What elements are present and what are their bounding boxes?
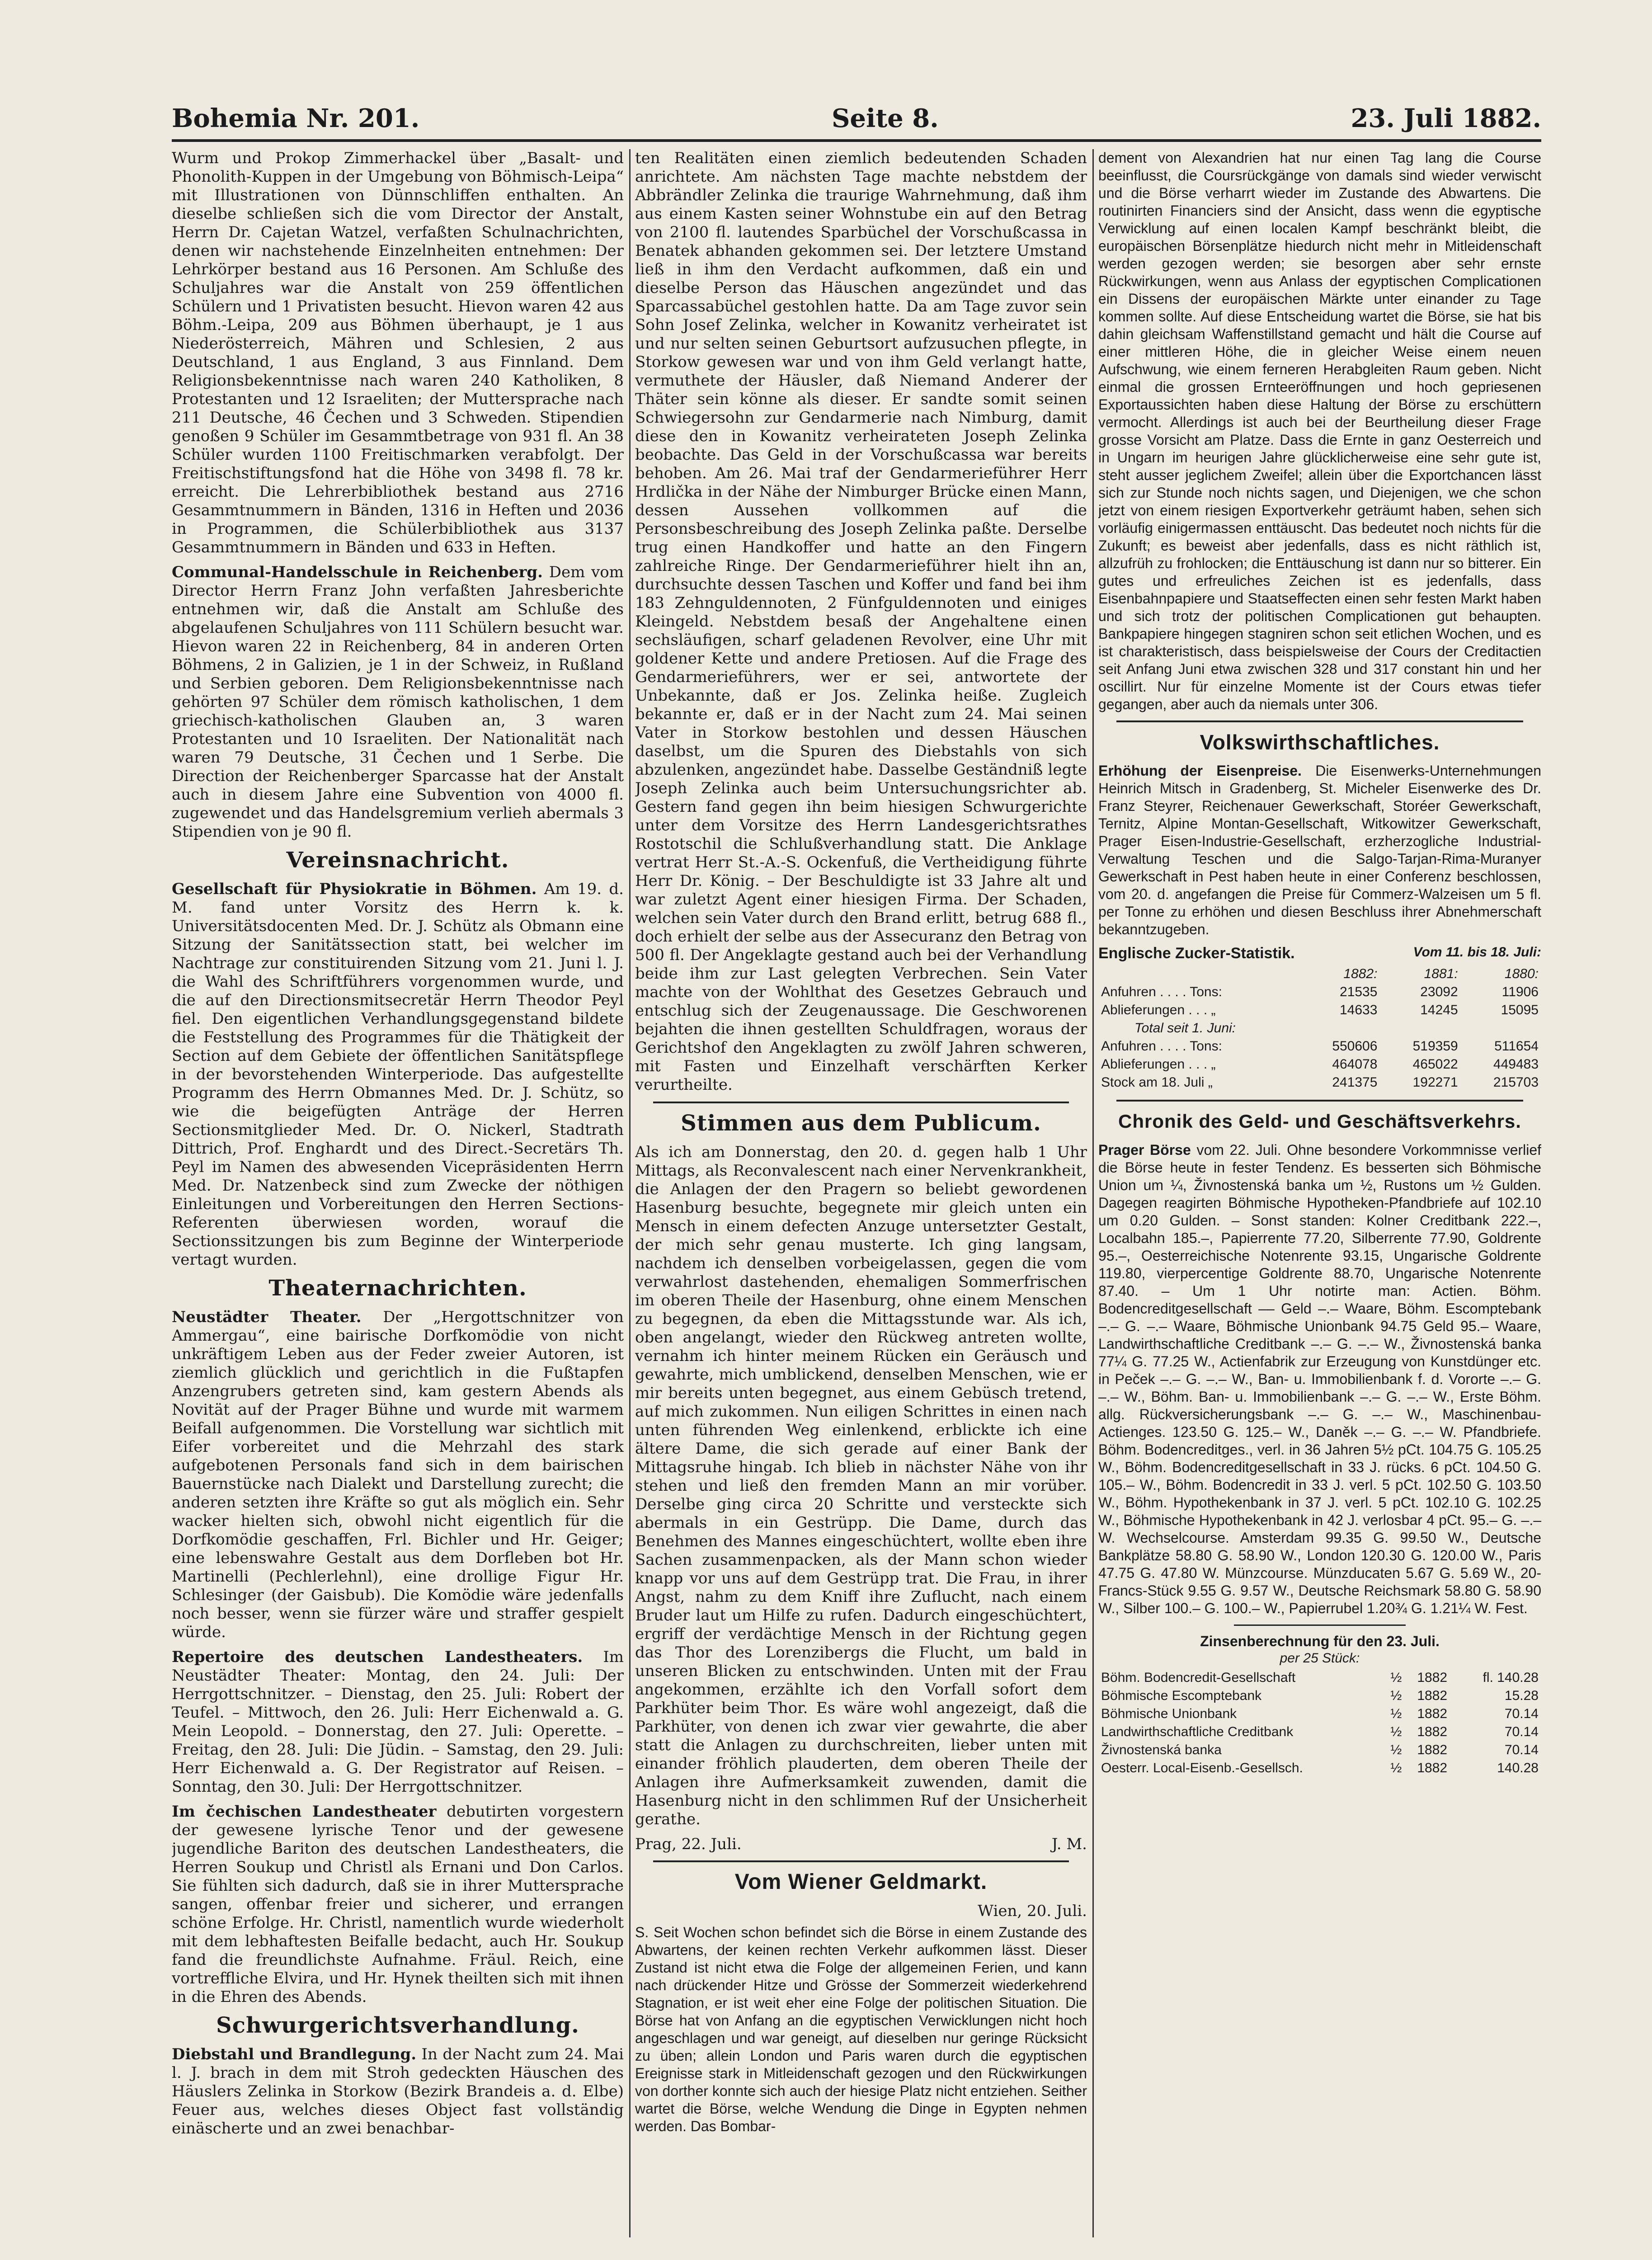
table-row: Anfuhren . . . . Tons: 21535 23092 11906 <box>1101 984 1539 999</box>
table-row: Böhm. Bodencredit-Gesellschaft ½ 1882 fl. 140.28 <box>1101 1670 1539 1685</box>
article-heading: Neustädter Theater. <box>172 1308 362 1326</box>
separator <box>1116 1100 1523 1102</box>
header-page-number: Seite 8. <box>831 104 939 133</box>
article-repertoire <box>172 1648 624 1796</box>
article-diebstahl-continued: ten Realitäten einen ziemlich bedeutenden Schaden anrichtete. Am nächsten Tage machte nebstdem der Abbrändler Zelinka die traurige Wahrnehmung, daß ihm aus einem Kasten seiner Wohnstube ein auf den Betrag von 2100 fl. lautendes Sparbüchel der Vorschußcassa in Benatek abhanden gekommen sei. Der letztere Umstand ließ in ihm den Verdacht aufkommen, daß ein und dieselbe Person das Häuschen angezündet und das Sparcassabüchel gestohlen hatte. Da am Tage zuvor sein Sohn Josef Zelinka, welcher in Kowanitz verheiratet ist und nur selten seinen Geburtsort aufzusuchen pflegte, in Storkow gewesen war und von ihm Geld verlangt hatte, vermuthete der Häusler, daß Niemand Anderer der Thäter sein könne als dieser. Er sandte somit seinen Schwiegersohn zur Gendarmerie nach Nimburg, damit diese den in Kowanitz verheirateten Joseph Zelinka beobachte. Das Geld in der Vorschußcassa war bereits behoben. Am 26. Mai traf der Gendarmerieführer Herr Hrdlička in der Nähe der Nimburger Brücke einen Mann, dessen Aussehen vollkommen auf die Personsbeschreibung des Joseph Zelinka paßte. Derselbe trug einen Handkoffer und hatte an den Fingern zahlreiche Ringe. Der Gendarmerieführer hielt ihn an, durchsuchte dessen Taschen und Koffer und fand bei ihm 183 Zehnguldennoten, 2 Fünfguldennoten und einiges Kleingeld. Nebstdem besaß der Angehaltene einen sechsläufigen, scharf geladenen Revolver, eine Uhr mit goldener Kette und andere Pretiosen. Auf die Frage des Gendarmerieführers, wer er sei, antwortete der Unbekannte, daß er Jos. Zelinka heiße. Zugleich bekannte er, daß er in der Nacht zum 24. Mai seinen Vater in Storkow bestohlen und dessen Häuschen daselbst, um die Spuren des Diebstahls von sich abzulenken, angezündet habe. Dasselbe Geständniß legte Joseph Zelinka auch beim Untersuchungsrichter ab. Gestern fand gegen ihn beim hiesigen Schwurgerichte unter dem Vorsitze des Herrn Landesgerichtsrathes Rostotschil die Schlußverhandlung statt. Die Anklage vertrat Herr St.-A.-S. Ockenfuß, die Vertheidigung führte Herr Dr. König. – Der Beschuldigte ist 33 Jahre alt und war zuletzt Agent einer hiesigen Firma. Der Schaden, welchen sein Vater durch den Brand erlitt, betrug 688 fl., doch erhielt der selbe aus der Assecuranz den Betrag von 500 fl. Der Angeklagte gestand auch bei der Verhandlung beide ihm zur Last gelegten Verbrechen. Sein Vater machte von der Wohlthat des Gesetzes Gebrauch und entschlug sich der Zeugenaussage. Die Geschworenen bejahten die ihnen gestellten Schuldfragen, woraus der Gerichtshof den Angeklagten zu zwölf Jahren schweren, mit Fasten und Einzelhaft verschärften Kerker verurtheilte. <box>635 149 1087 1094</box>
article-heading: Prager Börse <box>1098 1142 1191 1158</box>
page-header <box>172 102 1541 133</box>
article-heading: Communal-Handelsschule in Reichenberg. <box>172 563 543 581</box>
header-date: 23. Juli 1882. <box>1351 104 1541 133</box>
article-heading: Repertoire des deutschen Landestheaters. <box>172 1648 583 1666</box>
article-heading: Im čechischen Landestheater <box>172 1803 437 1821</box>
header-issue: Bohemia Nr. 201. <box>172 104 420 133</box>
column-1 <box>172 149 624 2246</box>
column-3 <box>1098 149 1541 2246</box>
zinsen-subtitle: per 25 Stück: <box>1280 1651 1360 1666</box>
table-row: Böhmische Unionbank ½ 1882 70.14 <box>1101 1706 1539 1721</box>
table-row: Landwirthschaftliche Creditbank ½ 1882 70.14 <box>1101 1724 1539 1739</box>
table-row: Oesterr. Local-Eisenb.-Gesellsch. ½ 1882 140.28 <box>1101 1761 1539 1775</box>
separator <box>653 1860 1069 1862</box>
zinsen-title: Zinsenberechnung für den 23. Juli. <box>1200 1633 1440 1649</box>
article-body: Die Eisenwerks-Unternehmungen Heinrich Mitsch in Gradenberg, St. Micheler Eisenwerke des Dr. Franz Steyrer, Reichenauer Gewerkschaft, Storéer Gewerkschaft, Ternitz, Alpine Montan-Gesellschaft, Witkowitzer Gewerkschaft, Prager Eisen-Industrie-Gesellschaft, erzherzogliche Industrial-Verwaltung Teschen und die Salgo-Tarjan-Rima-Muranyer Gewerkschaft in Pest haben heute in einer Conferenz beschlossen, vom 20. d. angefangen die Preise für Commerz-Walzeisen um 5 fl. per Tonne zu erhöhen und diesen Beschluss ihrer Abnehmerschaft bekanntzugeben. <box>1098 763 1541 937</box>
article-handelsschule-reichenberg <box>172 563 624 841</box>
article-body: Der „Hergottschnitzer von Ammergau“, eine bairische Dorfkomödie von nicht unkräftigem Leben aus der Feder zweier Autoren, ist ziemlich glücklich und gerichtlich in die Fußtapfen Anzengrubers getreten sind, kam gestern Abends als Novität auf der Prager Bühne und wurde mit warmem Beifall aufgenommen. Die Vorstellung war sichtlich mit Eifer vorbereitet und die Mehrzahl des stark aufgebotenen Personals fand sich in dem bairischen Bauernstücke nach Dialekt und Darstellung zurecht; die anderen setzten ihre Kräfte so gut als möglich ein. Sehr wacker hielten sich, obwohl nicht eigentlich für die Dorfkomödie geschaffen, Frl. Bichler und Hr. Geiger; eine lebenswahre Gestalt aus dem Dorfleben bot Hr. Martinelli (Pechlerlehnl), eine drollige Figur Hr. Schlesinger (der Gaisbub). Die Komödie wäre jedenfalls noch besser, wenn sie fürzer wäre und straffer gespielt würde. <box>172 1308 624 1641</box>
year-1880: 1880: <box>1504 966 1539 981</box>
section-title-theaternachrichten: Theaternachrichten. <box>268 1276 527 1301</box>
year-1881: 1881: <box>1424 966 1458 981</box>
year-1882: 1882: <box>1343 966 1378 981</box>
section-title-volkswirthschaft: Volkswirthschaftliches. <box>1200 730 1440 754</box>
article-hasenburg: Als ich am Donnerstag, den 20. d. gegen halb 1 Uhr Mittags, als Reconvalescent nach einer Nervenkrankheit, die Anlagen der den Pragern so beliebt gewordenen Hasenburg besuchte, begegnete mir gleich unten ein Mensch in einem defecten Anzuge untersetzter Gestalt, der mich sehr genau musterte. Ich ging langsam, nachdem ich denselben vorbeigelassen, gegen die vom verwahrlost dastehenden, ehemaligen Sommerfrischen im oberen Theile der Hasenburg, ohne einem Menschen zu begegnen, da eben die Mittagsstunde war. Als ich, oben angelangt, wieder den Rückweg antreten wollte, vernahm ich hinter meinem Rücken ein Geräusch und gewahrte, mich umblickend, denselben Menschen, wie er mir bereits unten begegnet, aus einem Gebüsch tretend, auf mich zukommen. Nun eiligen Schrittes in einen nach unten führenden Weg einlenkend, erblickte ich eine ältere Dame, die sich gerade auf einer Bank der Mittagsruhe hingab. Ich blieb in nächster Nähe von ihr stehen und ließ den fremden Mann an mir vorüber. Derselbe ging circa 20 Schritte und versteckte sich abermals in ein Gestrüpp. Die Dame, durch das Benehmen des Mannes eingeschüchtert, wollte eben ihre Sachen zusammenpacken, als der Mann schon wieder knapp vor uns auf dem Gestrüpp trat. Die Frau, in ihrer Angst, nahm zu dem Kniff ihre Zuflucht, nach einem Bruder laut um Hilfe zu rufen. Dadurch eingeschüchtert, ergriff der verdächtige Mensch in der Richtung gegen das Thor des Lorenzibergs die Flucht, um bald in unseren Blicken zu entschwinden. Unten mit der Frau angekommen, erzählte ich den Vorfall sofort dem Parkhüter beim Thor. Es wäre wohl angezeigt, daß die Parkhüter, von denen ich zwar vier gewahrte, die aber statt die Anlagen zu durchschreiten, lieber unten mit einander fröhlich plauderten, dem oberen Theile der Anlagen ihre Aufmerksamkeit zuwenden, damit die Hasenburg nicht in den schlimmen Ruf der Unsicherheit gerathe. <box>635 1143 1087 1828</box>
section-title-schwurgericht: Schwurgerichtsverhandlung. <box>216 2013 579 2038</box>
table-row: Ablieferungen . . . „ 464078 465022 449483 <box>1101 1057 1539 1072</box>
article-body: debutirten vorgestern der gewesene lyrische Tenor und der gewesene jugendliche Bariton des deutschen Landestheaters, die Herren Soukup und Christl als Ernani und Don Carlos. Sie fühlten sich dadurch, daß sie in ihrer Muttersprache sangen, offenbar freier und sicherer, und errangen schöne Erfolge. Hr. Christl, namentlich wurde wiederholt mit dem lebhaftesten Beifalle bedacht, auch Hr. Soukup fand die freundlichste Aufnahme. Fräul. Reich, eine vortreffliche Elvira, und Hr. Hynek theilten sich mit ihnen in die Ehren des Abends. <box>172 1803 624 2006</box>
signature-place: Prag, 22. Juli. <box>635 1835 742 1853</box>
table-row: Anfuhren . . . . Tons: 550606 519359 511654 <box>1101 1039 1539 1054</box>
article-heading: Diebstahl und Brandlegung. <box>172 2045 417 2063</box>
table-row: Ablieferungen . . . „ 14633 14245 15095 <box>1101 1003 1539 1017</box>
zinsen-table <box>1098 1669 1541 1777</box>
article-wiener-geldmarkt-continued: dement von Alexandrien hat nur einen Tag lang die Course beeinflusst, die Coursrückgänge von damals sind wieder verwischt und die Börse verharrt wieder im Zustande des Abwartens. Die routinirten Financiers sind der Ansicht, dass wenn die egyptische Verwicklung auf einen localen Kampf beschränkt bleibt, die europäischen Börsenplätze hiedurch nicht mehr in Mitleidenschaft werden gezogen werden; sie besorgen aber sehr ernste Rückwirkungen, wenn aus Anlass der egyptischen Complicationen ein Dissens der europäischen Märkte unter einander zu Tage kommen sollte. Auf diese Entscheidung wartet die Börse, sie hat bis dahin gleichsam Waffenstillstand gemacht und hält die Course auf einer mittleren Höhe, die in gleicher Weise einem neuen Aufschwung, wie einem ferneren Herabgleiten Raum geben. Nicht einmal die grossen Ernteeröffnungen und hoch gepriesenen Exportaussichten haben diese Haltung der Börse zu erschüttern vermocht. Allerdings ist auch bei der Beurtheilung dieser Frage grosse Vorsicht am Platze. Dass die Ernte in ganz Oesterreich und in Ungarn im heurigen Jahre glücklicherweise eine sehr gute ist, steht ausser jeglichem Zweifel; allein über die Exportchancen lässt sich zur Stunde noch nichts sagen, und Diejenigen, we che schon jetzt von einem riesigen Exportverkehr geträumt haben, sehen sich vorläufig einigermassen enttäuscht. Das bedeutet noch nichts für die Zukunft; es beweist aber jedenfalls, dass es nicht räthlich ist, allzufrüh zu frohlocken; die Enttäuschung ist dann nur so bitterer. Ein gutes und erfreuliches Zeichen ist es jedenfalls, dass Eisenbahnpapiere und Staatseffecten einen sehr festen Markt haben und sich trotz der politischen Complicationen gut behaupten. Bankpapiere hingegen stagniren schon seit etlichen Wochen, und es ist charakteristisch, dass beispielsweise der Cours der Creditactien seit Anfang Juni etwa zwischen 328 und 317 constant hin und her oscillirt. Nur für einzelne Momente ist der Cours etwas tiefer gegangen, aber auch da niemals unter 306. <box>1098 150 1541 712</box>
article-eisenpreise <box>1098 762 1541 938</box>
separator <box>1116 720 1523 722</box>
section-title-chronik: Chronik des Geld- und Geschäftsverkehrs. <box>1118 1111 1521 1132</box>
article-school-report-leipa: Wurm und Prokop Zimmerhackel über „Basalt- und Phonolith-Kuppen in der Umgebung von Böhmisch-Leipa“ mit Illustrationen von Dünnschliffen enthalten. An dieselbe schließen sich die vom Director der Anstalt, Herrn Dr. Cajetan Watzel, verfaßten Schulnachrichten, denen wir nachstehende Einzelnheiten entnehmen: Der Lehrkörper bestand aus 16 Personen. Am Schluße des Schuljahres war die Anstalt von 259 öffentlichen Schülern und 1 Privatisten besucht. Hievon waren 42 aus Böhm.-Leipa, 209 aus Böhmen überhaupt, je 1 aus Niederösterreich, Mähren und Schlesien, 2 aus Deutschland, 1 aus England, 3 aus Finnland. Dem Religionsbekenntnisse nach waren 240 Katholiken, 8 Protestanten und 12 Israeliten; der Muttersprache nach 211 Deutsche, 46 Čechen und 3 Schweden. Stipendien genoßen 9 Schüler im Gesammtbetrage von 931 fl. An 38 Schüler wurden 1100 Freitischmarken verabfolgt. Der Freitischstiftungsfond hat die Höhe von 3498 fl. 78 kr. erreicht. Die Lehrerbibliothek bestand aus 2716 Gesammtnummern in Bänden, 1316 in Heften und 2036 in Programmen, die Schülerbibliothek aus 3137 Gesammtnummern in Bänden und 633 in Heften. <box>172 149 624 556</box>
article-body: Am 19. d. M. fand unter Vorsitz des Herrn k. k. Universitätsdocenten Med. Dr. J. Schütz als Obmann eine Sitzung der Sanitätssection statt, bei welcher im Nachtrage zur constituirenden Sitzung vom 21. Juni l. J. die Wahl des Schriftführers vorgenommen wurde, und die auf den Directionsmitsecretär Herrn Theodor Peyl fiel. Den eigentlichen Verhandlungsgegenstand bildete die Feststellung des Programmes für die Thätigkeit der Section auf dem Gebiete der öffentlichen Sanitätspflege in der bevorstehenden Winterperiode. Das aufgestellte Programm des Herrn Obmannes Med. Dr. J. Schütz, so wie die beigefügten Anträge der Herren Sectionsmitglieder Med. Dr. O. Nickerl, Stadtrath Dittrich, Prof. Enghardt und des Direct.-Secretärs Th. Peyl im Namen des abwesenden Vicepräsidenten Herrn Med. Dr. Natzenbeck sind zum Zwecke der nöthigen Einleitungen und Vorbereitungen den Herren Sections-Referenten überwiesen worden, worauf die Sectionssitzungen bis zum Beginne der Winterperiode vertagt wurden. <box>172 880 624 1269</box>
table-subhead-row: Total seit 1. Juni: <box>1134 1021 1236 1036</box>
zucker-statistik-heading: Englische Zucker-Statistik. Vom 11. bis 18. Juli: <box>1098 945 1541 962</box>
signature-line <box>635 1835 1087 1853</box>
header-rule <box>172 139 1541 142</box>
column-divider-2 <box>1092 149 1094 2237</box>
table-header-row <box>1098 965 1541 983</box>
article-heading: Gesellschaft für Physiokratie in Böhmen. <box>172 880 537 898</box>
separator <box>653 1102 1069 1103</box>
section-title-stimmen: Stimmen aus dem Publicum. <box>681 1111 1041 1136</box>
column-divider-1 <box>629 149 631 2237</box>
article-physiokratie <box>172 880 624 1269</box>
article-diebstahl <box>172 2045 624 2138</box>
article-prager-boerse <box>1098 1141 1541 1617</box>
section-title-wiener-geldmarkt: Vom Wiener Geldmarkt. <box>734 1870 988 1894</box>
article-body: In der Nacht zum 24. Mai l. J. brach in dem mit Stroh gedeckten Häuschen des Häuslers Zelinka in Storkow (Bezirk Brandeis a. d. Elbe) Feuer aus, welches dieses Object fast vollständig einäscherte und an zwei benachbar- <box>172 2045 624 2138</box>
article-heading: Erhöhung der Eisenpreise. <box>1098 763 1302 779</box>
article-neustaedter-theater <box>172 1308 624 1642</box>
table-row: Böhmische Escomptebank ½ 1882 15.28 <box>1101 1688 1539 1703</box>
table-row: Živnostenská banka ½ 1882 70.14 <box>1101 1742 1539 1757</box>
table-row: Stock am 18. Juli „ 241375 192271 215703 <box>1101 1075 1539 1090</box>
column-2 <box>635 149 1087 2246</box>
article-wiener-geldmarkt: S. Seit Wochen schon befindet sich die Börse in einem Zustande des Abwartens, der keinen rechten Verkehr aufkommen lässt. Dieser Zustand ist nicht etwa die Folge der allgemeinen Ferien, und kann nach drückender Hitze und Grösse der Sommerzeit wiederkehrend Stagnation, er ist weit eher eine Folge der politischen Situation. Die Börse hat von Anfang an die egyptischen Verwicklungen nicht hoch angeschlagen und war geneigt, auf dieselben nur geringe Rücksicht zu üben; allein London und Paris waren durch die egyptischen Ereignisse stark in Mitleidenschaft gezogen und den Rückwirkungen von dorther konnte sich auch der hiesige Platz nicht entziehen. Seither wartet die Börse, welche Wendung die Dinge in Egypten nehmen werden. Das Bombar- <box>635 1924 1087 2134</box>
article-body: vom 22. Juli. Ohne besondere Vorkommnisse verlief die Börse heute in fester Tendenz. Es besserten sich Böhmische Union um ¼, Živnostenská banka um ½, Rustons um ½ Gulden. Dagegen reagirten Böhmische Hypotheken-Pfandbriefe auf 102.10 um 0.20 Gulden. – Sonst standen: Kolner Creditbank 222.–, Localbahn 185.–, Papierrente 77.20, Silberrente 77.90, Goldrente 95.–, Oesterreichische Notenrente 93.15, Ungarische Goldrente 119.80, vierpercentige Goldrente 88.70, Ungarische Notenrente 87.40. – Um 1 Uhr notirte man: Actien. Böhm. Bodencreditgesellschaft –– Geld –.– Waare, Böhm. Escomptebank –.– G. –.– Waare, Böhmische Unionbank 94.75 Geld 95.– Waare, Landwirthschaftliche Creditbank –.– G. –.– W., Živnostenská banka 77¼ G. 77.25 W., Actienfabrik zur Erzeugung von Kunstdünger etc. in Peček –.– G. –.– W., Ban- u. Immobilienbank f. d. Vororte –.– G. –.– W., Böhm. Ban- u. Immobilienbank –.– G. –.– W., Erste Böhm. allg. Rückversicherungsbank –.– G. –.– W., Maschinenbau-Actienges. 123.50 G. 125.– W., Daněk –.– G. –.– W. Pfandbriefe. Böhm. Bodencreditges., verl. in 36 Jahren 5½ pCt. 104.75 G. 105.25 W., Böhm. Bodencreditgesellschaft in 33 J. rücks. 6 pCt. 104.50 G. 105.– W., Böhm. Bodencredit in 33 J. verl. 5 pCt. 102.50 G. 103.50 W., Böhm. Hypothekenbank in 37 J. verl. 5 pCt. 102.10 G. 102.25 W., Böhmische Hypothekenbank in 42 J. verlosbar 4 pCt. 95.– G. –.– W. Wechselcourse. Amsterdam 99.35 G. 99.50 W., Deutsche Bankplätze 58.80 G. 58.90 W., London 120.30 G. 120.00 W., Paris 47.75 G. 47.80 W. Münzcourse. Münzducaten 5.67 G. 5.69 W., 20-Francs-Stück 9.55 G. 9.57 W., Deutsche Reichsmark 58.80 G. 58.90 W., Silber 100.– G. 100.– W., Papierrubel 1.20¾ G. 1.21¼ W. Fest. <box>1098 1142 1541 1616</box>
zucker-date-span: Vom 11. bis 18. Juli: <box>1413 945 1541 960</box>
section-title-vereinsnachricht: Vereinsnachricht. <box>286 848 509 873</box>
article-cechisches-theater <box>172 1803 624 2006</box>
separator <box>1234 1624 1406 1626</box>
dateline: Wien, 20. Juli. <box>978 1902 1087 1920</box>
article-body: Dem vom Director Herrn Franz John verfaßten Jahresberichte entnehmen wir, daß die Anstalt am Schluße des abgelaufenen Schuljahres von 111 Schülern besucht war. Hievon waren 22 in Reichenberg, 84 in anderen Orten Böhmens, 2 in Galizien, je 1 in der Schweiz, in Rußland und Serbien geboren. Dem Religionsbekenntnisse nach gehörten 97 Schüler dem römisch katholischen, 1 dem griechisch-katholischen Glauben an, 3 waren Protestanten und 10 Israeliten. Der Nationalität nach waren 79 Deutsche, 31 Čechen und 1 Serbe. Die Direction der Reichenberger Sparcasse hat der Anstalt auch in diesem Jahre eine Subvention von 4000 fl. zugewendet und das Handelsgremium verlieh abermals 3 Stipendien von je 90 fl. <box>172 563 624 841</box>
signature-name: J. M. <box>1051 1835 1087 1853</box>
article-body: Im Neustädter Theater: Montag, den 24. Juli: Der Herrgottschnitzer. – Dienstag, den 25. Juli: Robert der Teufel. – Mittwoch, den 26. Juli: Herr Eichenwald a. G. Mein Leopold. – Donnerstag, den 27. Juli: Operette. – Freitag, den 28. Juli: Die Jüdin. – Samstag, den 29. Juli: Herr Eichenwald a. G. Der Registrator auf Reisen. – Sonntag, den 30. Juli: Der Herrgottschnitzer. <box>172 1648 624 1796</box>
zucker-table <box>1098 965 1541 1092</box>
